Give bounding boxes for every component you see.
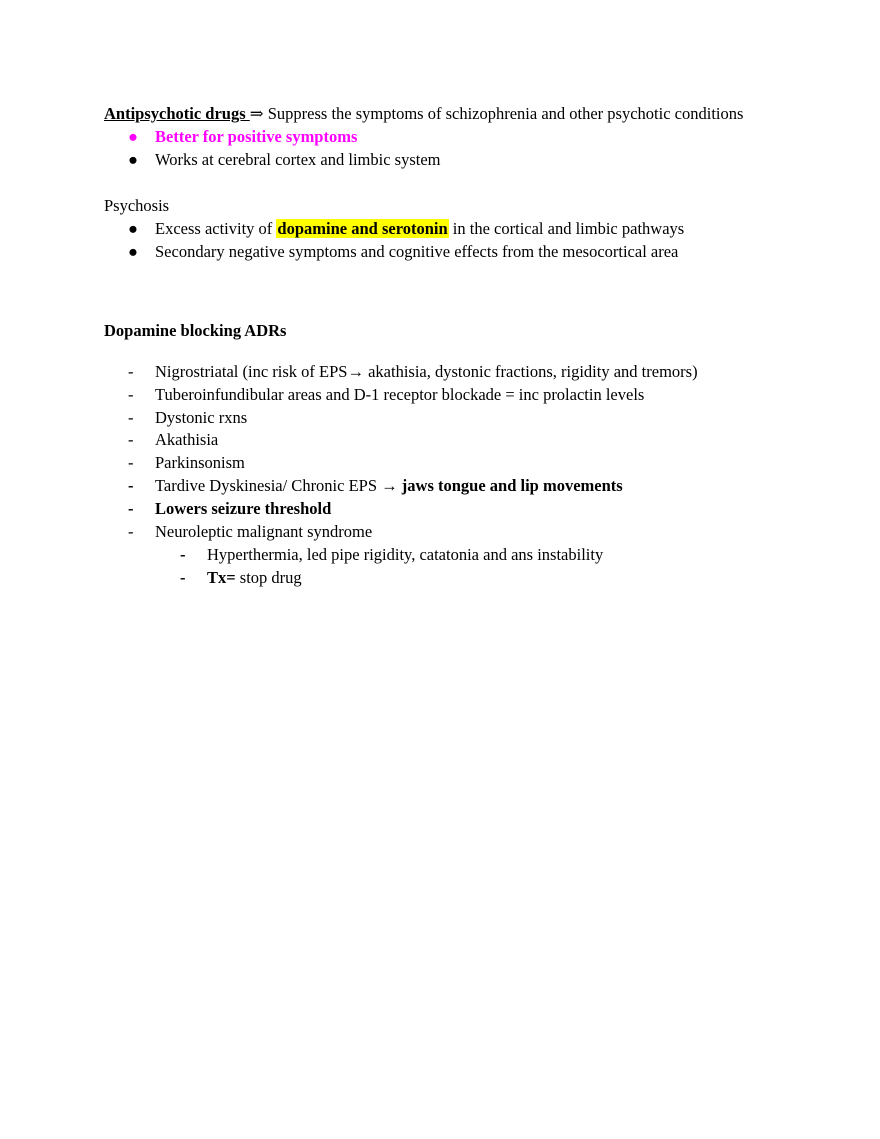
nms-sub-text: Hyperthermia, led pipe rigidity, catatonia and ans instability	[207, 545, 604, 564]
dash-marker: -	[128, 385, 134, 404]
bullet-marker: ●	[128, 127, 138, 146]
bullet-marker: ●	[128, 150, 138, 169]
highlighted-dopamine-serotonin: dopamine and serotonin	[277, 219, 448, 238]
tx-text: stop drug	[235, 568, 302, 587]
dash-marker: -	[128, 362, 134, 381]
bullet-secondary-negative	[128, 242, 678, 262]
bullet-text: Better for positive symptoms	[155, 127, 358, 146]
tardive-text: Tardive Dyskinesia/ Chronic EPS	[155, 476, 382, 495]
bullet-text-before: Excess activity of	[155, 219, 277, 238]
nms-text: Neuroleptic malignant syndrome	[155, 522, 373, 541]
list-item-text: Tuberoinfundibular areas and D-1 receptor blockade = inc prolactin levels	[155, 385, 645, 404]
bullet-works-at	[128, 150, 441, 170]
list-item	[128, 362, 698, 382]
implies-arrow: ⇒	[249, 104, 264, 123]
psychosis-heading: Psychosis	[104, 196, 170, 215]
dash-marker: -	[180, 568, 186, 587]
list-item	[128, 408, 247, 428]
nms-sub-item-tx	[180, 568, 302, 588]
list-item-text: Dystonic rxns	[155, 408, 248, 427]
bullet-marker: ●	[128, 219, 138, 238]
dash-marker: -	[180, 545, 186, 564]
antipsychotic-heading: Antipsychotic drugs	[104, 104, 250, 123]
antipsychotic-heading-line	[104, 104, 743, 124]
bullet-positive-symptoms	[128, 127, 357, 147]
tx-label: Tx=	[207, 568, 236, 587]
dash-marker: -	[128, 522, 134, 541]
list-item-tardive	[128, 476, 623, 496]
bullet-text: Works at cerebral cortex and limbic system	[155, 150, 441, 169]
list-item-text: Nigrostriatal (inc risk of EPS→ akathisia, dystonic fractions, rigidity and tremors)	[155, 362, 698, 381]
list-item	[128, 430, 218, 450]
tardive-bold-text: → jaws tongue and lip movements	[381, 476, 623, 495]
list-item	[128, 453, 245, 473]
dopamine-adrs-heading: Dopamine blocking ADRs	[104, 321, 287, 340]
dash-marker: -	[128, 499, 134, 518]
dash-marker: -	[128, 430, 134, 449]
list-item-text: Akathisia	[155, 430, 219, 449]
list-item-nms	[128, 522, 372, 542]
bullet-excess-activity	[128, 219, 684, 239]
list-item-text: Parkinsonism	[155, 453, 245, 472]
bullet-marker: ●	[128, 242, 138, 261]
list-item-seizure	[128, 499, 331, 519]
seizure-text: Lowers seizure threshold	[155, 499, 332, 518]
bullet-text: Secondary negative symptoms and cognitive effects from the mesocortical area	[155, 242, 679, 261]
dash-marker: -	[128, 408, 134, 427]
antipsychotic-description: Suppress the symptoms of schizophrenia and other psychotic conditions	[263, 104, 744, 123]
dash-marker: -	[128, 453, 134, 472]
bullet-text-after: in the cortical and limbic pathways	[448, 219, 685, 238]
nms-sub-item	[180, 545, 603, 565]
list-item	[128, 385, 644, 405]
dash-marker: -	[128, 476, 134, 495]
